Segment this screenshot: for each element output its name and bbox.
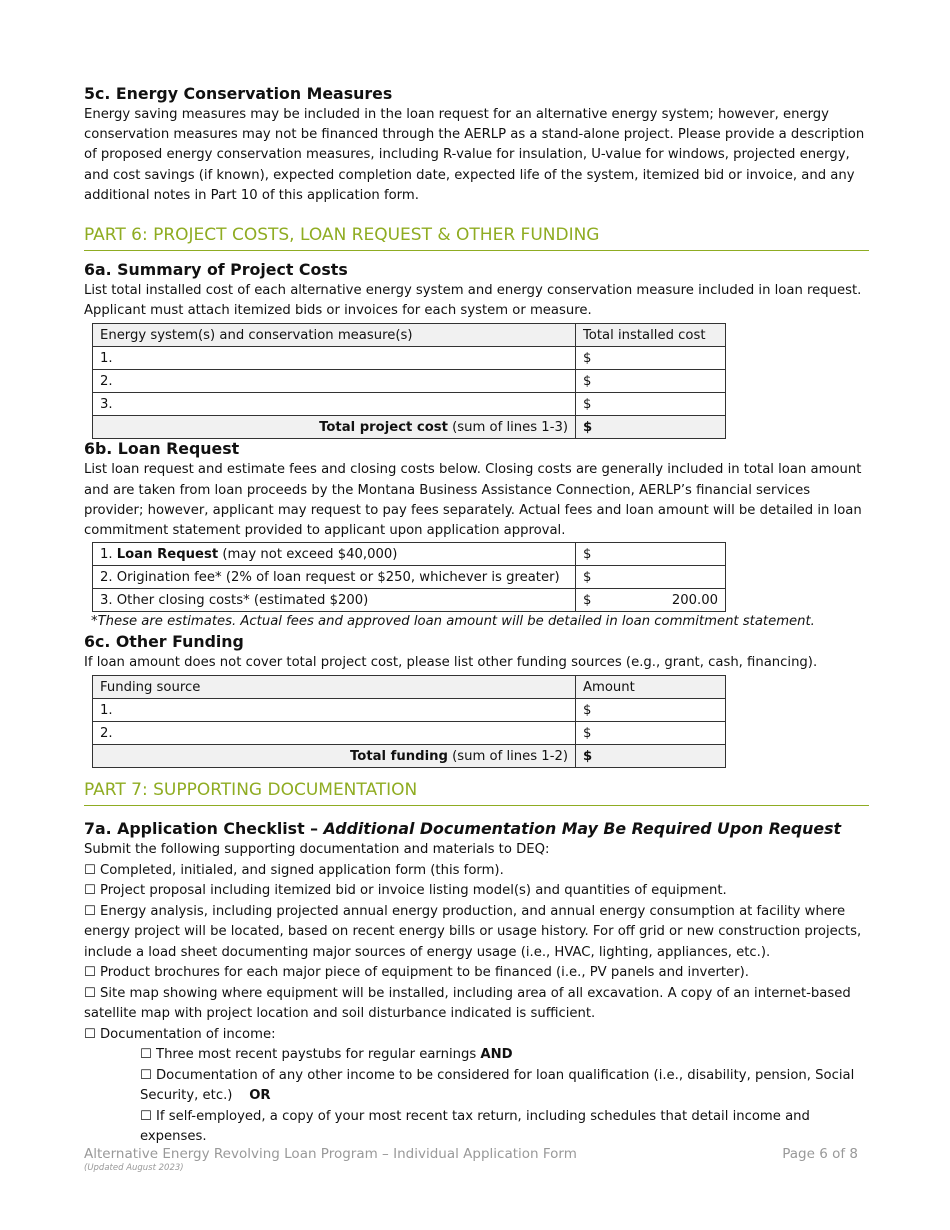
column-header: Funding source xyxy=(93,676,576,699)
section-6a-heading: 6a. Summary of Project Costs xyxy=(84,260,348,280)
project-costs-table xyxy=(92,323,726,439)
part-6-heading: PART 6: PROJECT COSTS, LOAN REQUEST & OTHER FUNDING xyxy=(84,225,869,251)
total-amount-field[interactable] xyxy=(576,416,726,439)
loan-request-amount-field[interactable]: $ xyxy=(576,543,726,566)
closing-costs-value: 200.00 xyxy=(671,592,718,608)
amount-field[interactable]: $ xyxy=(576,370,726,393)
section-6c-text: If loan amount does not cover total project cost, please list other funding sources (e.g., grant, cash, financing). xyxy=(84,655,818,671)
other-funding-table xyxy=(92,675,726,768)
closing-costs-amount-field[interactable] xyxy=(576,589,726,612)
amount-field[interactable]: $ xyxy=(576,699,726,722)
application-checklist xyxy=(84,840,869,1148)
section-6a-text: List total installed cost of each alternative energy system and energy conservation measure included in loan request. Applicant must attach itemized bids or invoices for each system or measure. xyxy=(84,283,862,319)
page-number: Page 6 of 8 xyxy=(782,1146,858,1162)
table-row xyxy=(93,699,726,722)
currency-symbol: $ xyxy=(583,592,592,608)
checklist-subitem[interactable] xyxy=(84,1066,869,1107)
checklist-intro: Submit the following supporting documentation and materials to DEQ: xyxy=(84,842,550,858)
checklist-subitem[interactable]: ☐ If self-employed, a copy of your most recent tax return, including schedules that detail income and expenses. xyxy=(140,1108,810,1145)
checklist-item[interactable]: ☐ Completed, initialed, and signed application form (this form). xyxy=(84,862,504,878)
estimates-note: *These are estimates. Actual fees and approved loan amount will be detailed in loan commitment statement. xyxy=(91,614,815,630)
total-row xyxy=(93,745,726,768)
row-label[interactable]: 1. xyxy=(93,347,576,370)
amount-field[interactable]: $ xyxy=(576,393,726,416)
table-row xyxy=(93,370,726,393)
loan-request-label xyxy=(93,543,576,566)
table-header-row xyxy=(93,676,726,699)
section-5c-heading: 5c. Energy Conservation Measures xyxy=(84,84,393,103)
section-6b-text: List loan request and estimate fees and closing costs below. Closing costs are generally included in total loan amount and are taken from loan proceeds by the Montana Business Assistance Connection, AERLP’s financial services provider; however, applicant may request to pay fees separately. Actual fees and loan amount will be detailed in loan commitment statement provided to applicant upon application approval. xyxy=(84,462,862,539)
total-amount-symbol: $ xyxy=(583,419,593,435)
origination-fee-label: 2. Origination fee* (2% of loan request or $250, whichever is greater) xyxy=(93,566,576,589)
table-header-row xyxy=(93,324,726,347)
total-label-bold: Total project cost xyxy=(319,419,448,435)
page-content xyxy=(84,83,869,1148)
row-label[interactable]: 1. xyxy=(93,699,576,722)
row-label[interactable]: 2. xyxy=(93,722,576,745)
section-7a-heading xyxy=(84,818,869,840)
table-row xyxy=(93,543,726,566)
row-label[interactable]: 3. xyxy=(93,393,576,416)
subitem-connector: AND xyxy=(480,1047,513,1063)
loan-request-note: (may not exceed $40,000) xyxy=(218,546,398,562)
checklist-item[interactable]: ☐ Project proposal including itemized bid or invoice listing model(s) and quantities of equipment. xyxy=(84,883,727,899)
section-5c-text: Energy saving measures may be included in the loan request for an alternative energy system; however, energy conservation measures may not be financed through the AERLP as a stand-alone project. Please provide a description of proposed energy conservation measures, including R-value for insulation, U-value for windows, projected energy, and cost savings (if known), expected completion date, expected life of the system, itemized bid or invoice, and any additional notes in Part 10 of this application form. xyxy=(84,107,865,203)
total-amount-field[interactable] xyxy=(576,745,726,768)
column-header: Amount xyxy=(576,676,726,699)
total-amount-symbol: $ xyxy=(583,748,593,764)
section-7a-subtitle: Additional Documentation May Be Required Upon Request xyxy=(323,819,842,839)
total-label-note: (sum of lines 1-3) xyxy=(447,419,568,435)
part-7-heading: PART 7: SUPPORTING DOCUMENTATION xyxy=(84,780,869,806)
subitem-text: ☐ Documentation of any other income to be considered for loan qualification (i.e., disability, pension, Social Security, etc.) xyxy=(140,1067,859,1104)
total-label-note: (sum of lines 1-2) xyxy=(447,748,568,764)
table-row xyxy=(93,347,726,370)
total-label-bold: Total funding xyxy=(350,748,448,764)
row-number: 1. xyxy=(100,546,117,562)
footer-updated: (Updated August 2023) xyxy=(84,1163,184,1173)
loan-request-bold: Loan Request xyxy=(116,546,219,562)
row-label[interactable]: 2. xyxy=(93,370,576,393)
table-row xyxy=(93,589,726,612)
checklist-item[interactable]: ☐ Site map showing where equipment will be installed, including area of all excavation. A copy of an internet-based satellite map with project location and soil disturbance indicated is sufficient. xyxy=(84,985,851,1022)
checklist-item[interactable]: ☐ Documentation of income: xyxy=(84,1026,276,1042)
amount-field[interactable]: $ xyxy=(576,722,726,745)
table-row xyxy=(93,566,726,589)
table-row xyxy=(93,393,726,416)
section-6b-heading: 6b. Loan Request xyxy=(84,439,240,459)
total-label xyxy=(93,745,576,768)
checklist-item[interactable]: ☐ Energy analysis, including projected annual energy production, and annual energy consumption at facility where energy project will be located, based on recent energy bills or usage history. For off grid or new construction projects, include a load sheet documenting major sources of energy usage (i.e., HVAC, lighting, appliances, etc.). xyxy=(84,903,862,960)
section-7a-title: 7a. Application Checklist – xyxy=(84,819,324,839)
total-row xyxy=(93,416,726,439)
checklist-item[interactable]: ☐ Product brochures for each major piece of equipment to be financed (i.e., PV panels and inverter). xyxy=(84,965,749,981)
section-6c-heading: 6c. Other Funding xyxy=(84,632,244,652)
checklist-subitem[interactable] xyxy=(84,1045,869,1066)
column-header: Energy system(s) and conservation measure(s) xyxy=(93,324,576,347)
table-row xyxy=(93,722,726,745)
subitem-connector: OR xyxy=(249,1088,271,1104)
loan-request-table xyxy=(92,542,726,612)
closing-costs-label: 3. Other closing costs* (estimated $200) xyxy=(93,589,576,612)
origination-fee-amount-field[interactable]: $ xyxy=(576,566,726,589)
page-footer xyxy=(84,1145,858,1173)
footer-title: Alternative Energy Revolving Loan Program – Individual Application Form xyxy=(84,1146,577,1162)
amount-field[interactable]: $ xyxy=(576,347,726,370)
subitem-text: ☐ Three most recent paystubs for regular earnings xyxy=(140,1047,481,1063)
column-header: Total installed cost xyxy=(576,324,726,347)
total-label xyxy=(93,416,576,439)
